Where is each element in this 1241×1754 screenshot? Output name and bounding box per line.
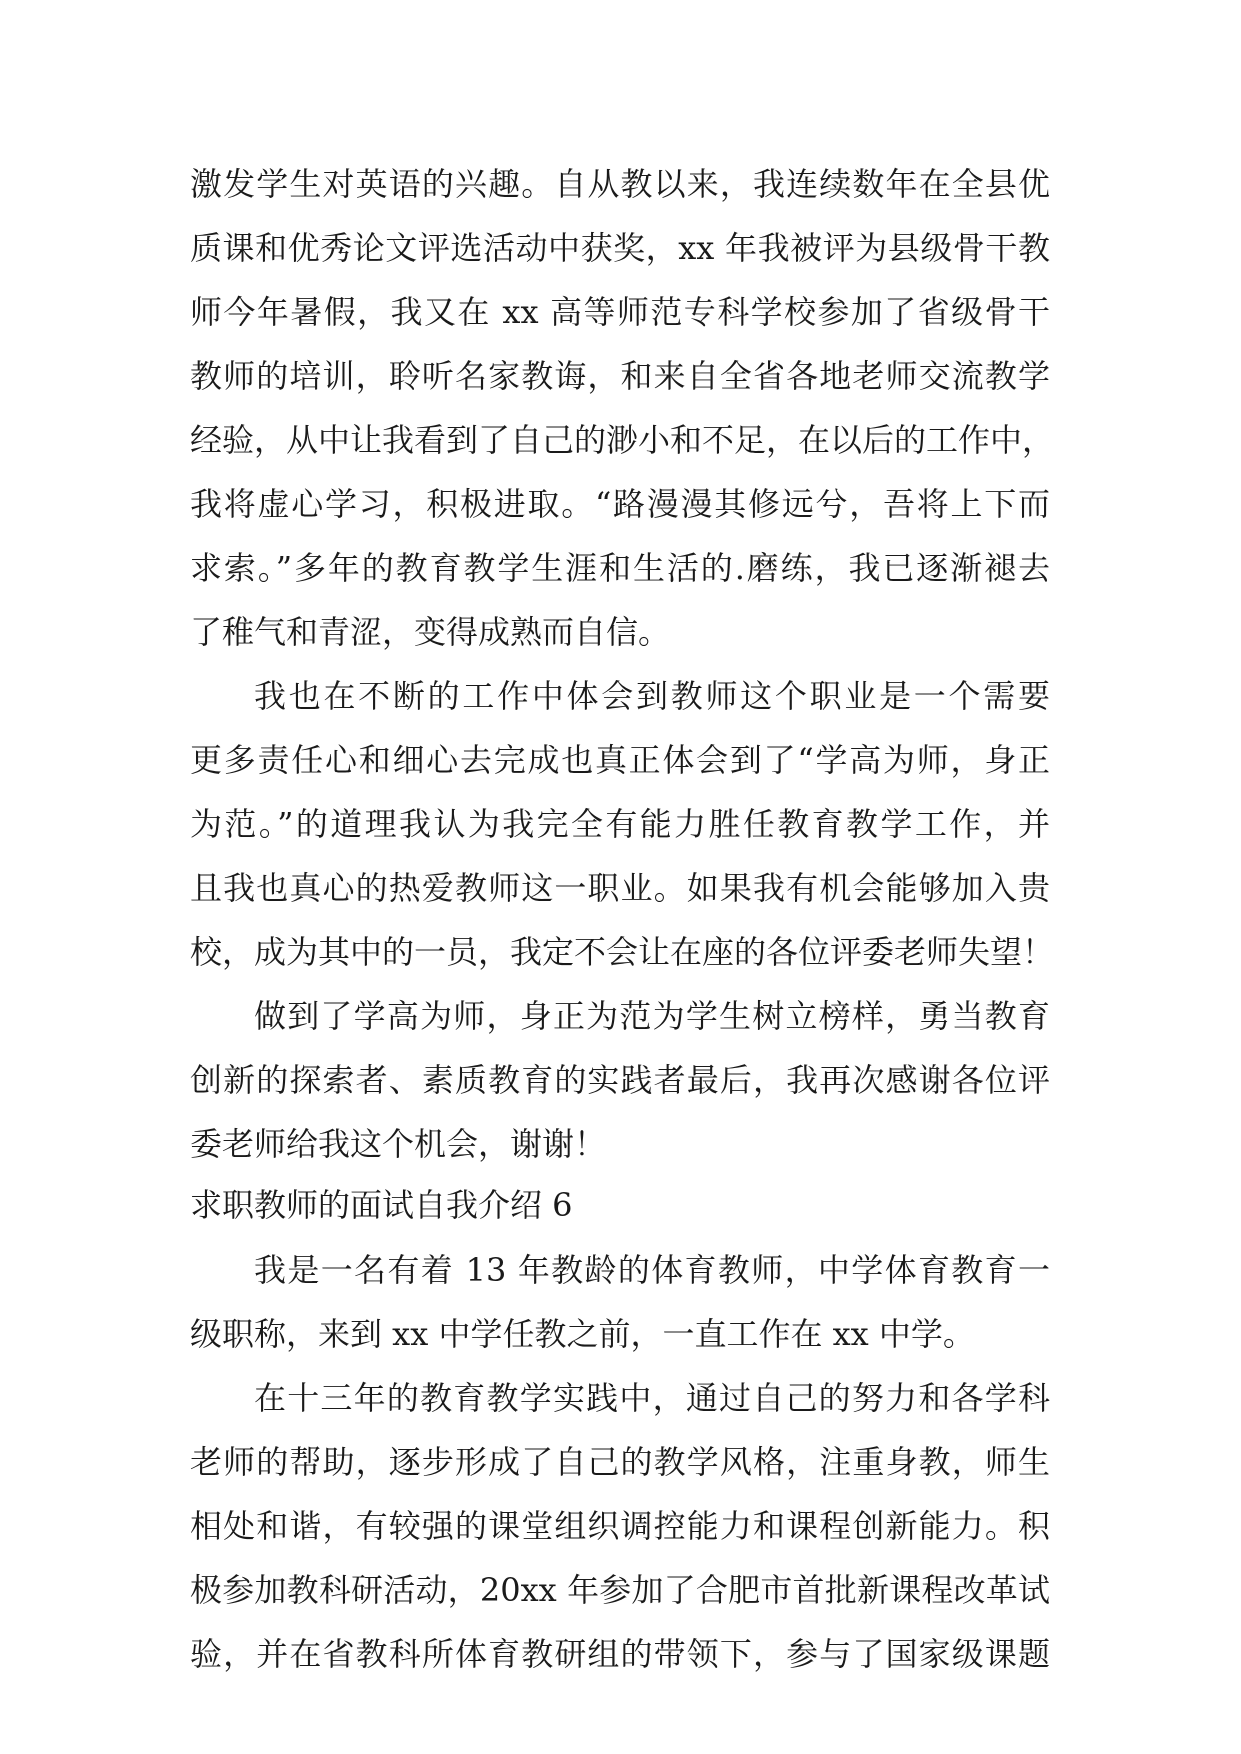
paragraph-line: 验，并在省教科所体育教研组的带领下，参与了国家级课题 <box>190 1635 1050 1673</box>
section-heading: 求职教师的面试自我介绍 6 <box>190 1186 573 1224</box>
paragraph-line: 更多责任心和细心去完成也真正体会到了“学高为师，身正 <box>190 741 1050 779</box>
paragraph-line: 经验，从中让我看到了自己的渺小和不足，在以后的工作中， <box>190 421 1055 459</box>
paragraph-line: 激发学生对英语的兴趣。自从教以来，我连续数年在全县优 <box>190 165 1050 203</box>
paragraph-line: 级职称，来到 xx 中学任教之前，一直工作在 xx 中学。 <box>190 1315 975 1353</box>
paragraph-line: 在十三年的教育教学实践中，通过自己的努力和各学科 <box>254 1379 1050 1417</box>
paragraph-line: 我是一名有着 13 年教龄的体育教师，中学体育教育一 <box>254 1251 1050 1289</box>
paragraph-line: 委老师给我这个机会，谢谢！ <box>190 1125 607 1163</box>
paragraph-line: 且我也真心的热爱教师这一职业。如果我有机会能够加入贵 <box>190 869 1050 907</box>
paragraph-line: 质课和优秀论文评选活动中获奖，xx 年我被评为县级骨干教 <box>190 229 1050 267</box>
paragraph-line: 我将虚心学习，积极进取。“路漫漫其修远兮，吾将上下而 <box>190 485 1050 523</box>
paragraph-line: 老师的帮助，逐步形成了自己的教学风格，注重身教，师生 <box>190 1443 1050 1481</box>
paragraph-line: 求索。”多年的教育教学生涯和生活的.磨练，我已逐渐褪去 <box>190 549 1050 587</box>
paragraph-line: 了稚气和青涩，变得成熟而自信。 <box>190 613 671 651</box>
paragraph-line: 做到了学高为师，身正为范为学生树立榜样，勇当教育 <box>254 997 1050 1035</box>
paragraph-line: 为范。”的道理我认为我完全有能力胜任教育教学工作，并 <box>190 805 1050 843</box>
paragraph-line: 教师的培训，聆听名家教诲，和来自全省各地老师交流教学 <box>190 357 1050 395</box>
paragraph-line: 我也在不断的工作中体会到教师这个职业是一个需要 <box>254 677 1050 715</box>
paragraph-line: 极参加教科研活动，20xx 年参加了合肥市首批新课程改革试 <box>190 1571 1050 1609</box>
paragraph-line: 校，成为其中的一员，我定不会让在座的各位评委老师失望！ <box>190 933 1055 971</box>
paragraph-line: 相处和谐，有较强的课堂组织调控能力和课程创新能力。积 <box>190 1507 1050 1545</box>
paragraph-line: 师今年暑假，我又在 xx 高等师范专科学校参加了省级骨干 <box>190 293 1050 331</box>
paragraph-line: 创新的探索者、素质教育的实践者最后，我再次感谢各位评 <box>190 1061 1050 1099</box>
